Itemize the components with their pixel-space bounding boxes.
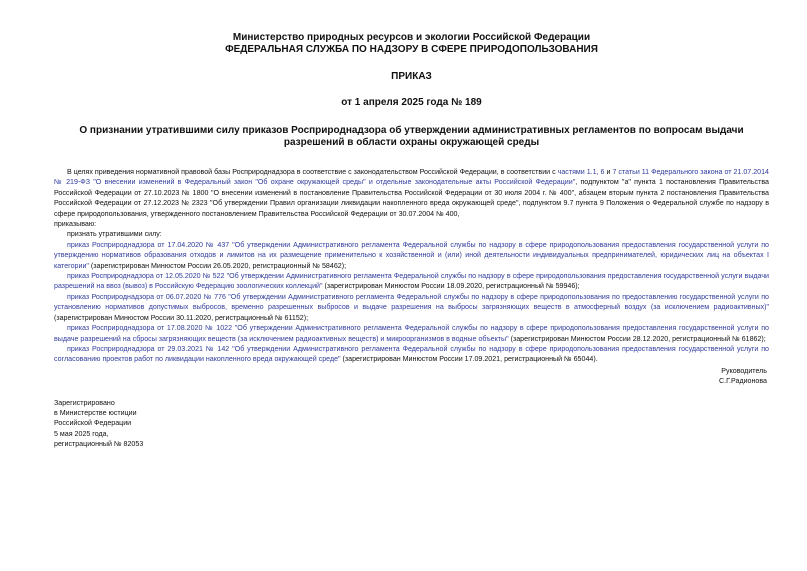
list-item: [54, 271, 769, 292]
order-word: приказываю:: [54, 220, 97, 229]
intro-paragraph: [54, 167, 769, 219]
law-link-article[interactable]: 7 статьи 11 Федерального закона от 21.07.2014 № 219-ФЗ "О внесении изменений в Федеральный закон "Об охране окружающей среды" и отдельные законодательные акты Российской Федерации": [54, 168, 770, 187]
order-link-522[interactable]: приказ Росприроднадзора от 12.05.2020 № 522 "Об утверждении Административного регламента Федеральной службы по надзору в сфере природопользования предоставления государственной услуги выдачи разрешений на ввоз (вывоз) в Российскую Федерацию зоологических коллекций": [54, 272, 769, 291]
item-registration: (зарегистрирован Минюстом России 17.09.2021, регистрационный № 65044).: [340, 355, 598, 364]
list-item: [54, 240, 769, 271]
document-body: [54, 167, 769, 365]
registration-line: Российской Федерации: [54, 419, 132, 428]
document-type: ПРИКАЗ: [391, 71, 432, 82]
item-registration: (зарегистрирован Минюстом России 26.05.2020, регистрационный № 58462);: [88, 261, 347, 270]
registration-line: в Министерстве юстиции: [54, 408, 137, 417]
list-item: [54, 323, 769, 344]
document-title: О признании утратившими силу приказов Росприроднадзора об утверждении административных регламентов по вопросам выдачи разрешений в области охраны окружающей среды: [79, 125, 744, 148]
signature-block: [54, 366, 769, 387]
ministry-name: Министерство природных ресурсов и экологии Российской Федерации: [232, 32, 591, 43]
intro-text-1: В целях приведения нормативной правовой базы Росприроднадзора в соответствие с законодательством Российской Федерации, в соответствии с: [67, 168, 558, 176]
item-registration: (зарегистрирован Минюстом России 28.12.2020, регистрационный № 61862);: [508, 334, 766, 343]
intro-text-2: и: [604, 168, 613, 176]
list-item: [54, 344, 769, 365]
signatory-position: Руководитель: [721, 366, 767, 375]
registration-block: [54, 398, 769, 450]
list-item: [54, 292, 769, 323]
service-name: ФЕДЕРАЛЬНАЯ СЛУЖБА ПО НАДЗОРУ В СФЕРЕ ПРИРОДОПОЛЬЗОВАНИЯ: [225, 44, 598, 55]
signatory-name: С.Г.Радионова: [718, 377, 767, 386]
order-link-437[interactable]: приказ Росприроднадзора от 17.04.2020 № 437 "Об утверждении Административного регламента Федеральной службы по надзору в сфере природопользования предоставления государственной услуги по утверждению нормативов образования отходов и лимитов на их размещение применительно к хозяйственной и (или) иной деятельности индивидуальных предпринимателей, юридических лиц на объектах I категории": [54, 240, 769, 270]
recognize-line: признать утратившими силу:: [67, 230, 162, 239]
item-registration: (зарегистрирован Минюстом России 30.11.2020, регистрационный № 61152);: [54, 313, 309, 322]
document-date: от 1 апреля 2025 года № 189: [341, 97, 482, 108]
order-link-1022[interactable]: приказ Росприроднадзора от 17.08.2020 № 1022 "Об утверждении Административного регламента Федеральной службы по надзору в сфере природопользования предоставления государственной услуги по выдаче разрешений на сбросы загрязняющих веществ (за исключением радиоактивных веществ) и микроорганизмов в водные объекты": [54, 324, 769, 343]
registration-number: регистрационный № 82053: [54, 440, 144, 449]
law-link-parts[interactable]: частями 1.1, 6: [557, 168, 605, 176]
intro-text-3: , подпунктом "а" пункта 1 постановления Правительства Российской Федерации от 27.10.2023 № 1800 "О внесении изменений в постановление Правительства Российской Федерации от 30 июля 2004 г. № 400", абзацем вторым пункта 2 постановления Правительства Российской Федерации от 27.12.2023 № 2323 "Об утверждении Правил организации ликвидации накопленного вреда окружающей среде", подпунктом 9.7 пункта 9 Положения о Федеральной службе по надзору в сфере природопользования, утвержденного постановлением Правительства Российской Федерации от 30.07.2004 № 400,: [54, 178, 769, 218]
order-link-776[interactable]: приказ Росприроднадзора от 06.07.2020 № 776 "Об утверждении Административного регламента Федеральной службы по надзору в сфере природопользования по предоставлению государственной услуги по установлению нормативов допустимых выбросов, временно разрешенных выбросов и выдаче разрешения на выбросы загрязняющих веществ в атмосферный воздух (за исключением радиоактивных)": [54, 292, 769, 312]
item-registration: (зарегистрирован Минюстом России 18.09.2020, регистрационный № 59946);: [322, 282, 580, 291]
registration-date: 5 мая 2025 года,: [54, 429, 109, 438]
registration-line: Зарегистрировано: [54, 398, 115, 407]
order-link-142[interactable]: приказ Росприроднадзора от 29.03.2021 № 142 "Об утверждении Административного регламента Федеральной службы по надзору в сфере природопользования предоставления государственной услуги по согласованию проектов работ по ликвидации накопленного вреда окружающей среде": [54, 344, 769, 364]
